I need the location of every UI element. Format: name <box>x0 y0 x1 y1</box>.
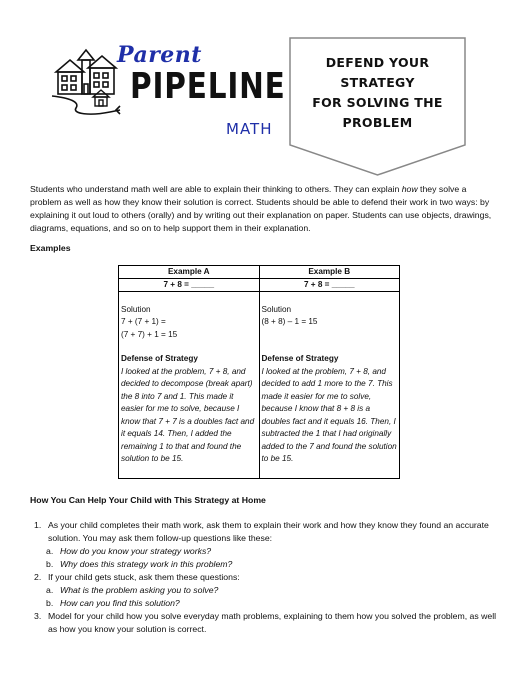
example-a-body <box>119 291 260 478</box>
sub-letter: a. <box>46 585 54 595</box>
example-b-title: Example B <box>259 266 400 279</box>
title-line: DEFEND YOUR STRATEGY <box>325 55 430 90</box>
logo-math-text: MATH <box>226 120 273 138</box>
sub-text: How can you find this solution? <box>60 598 180 608</box>
sub-letter: b. <box>46 598 54 608</box>
title-line: FOR SOLVING THE <box>312 95 443 110</box>
examples-table <box>118 265 400 479</box>
spacer <box>262 329 398 342</box>
item-number: 3. <box>34 611 42 621</box>
intro-emphasis: how <box>401 184 418 194</box>
table-header-row <box>119 266 400 279</box>
solution-line: 7 + (7 + 1) = <box>121 317 166 327</box>
sub-item <box>30 597 500 610</box>
item-text: As your child completes their math work, ask them to explain their work and how they know they found an accurate solution. You may ask them follow-up questions like these: <box>48 520 489 543</box>
solution-label: Solution <box>121 304 151 314</box>
solution-line: (7 + 7) + 1 = 15 <box>121 329 178 339</box>
sub-letter: b. <box>46 559 54 569</box>
item-number: 1. <box>34 520 42 530</box>
example-b-problem: 7 + 8 = _____ <box>259 278 400 291</box>
defense-title: Defense of Strategy <box>121 354 198 364</box>
table-problem-row <box>119 278 400 291</box>
intro-text-1: Students who understand math well are able to explain their thinking to others. They can explain <box>30 184 402 194</box>
examples-heading: Examples <box>30 243 71 253</box>
item-text: If your child gets stuck, ask them these questions: <box>48 572 240 582</box>
logo-parent-text: Parent <box>117 42 202 68</box>
sub-text: What is the problem asking you to solve? <box>60 585 219 595</box>
list-item <box>30 519 500 545</box>
example-a-problem: 7 + 8 = _____ <box>119 278 260 291</box>
solution-label: Solution <box>261 304 292 314</box>
defense-title: Defense of Strategy <box>261 354 339 364</box>
sub-item <box>30 545 500 558</box>
table-body-row <box>119 291 400 478</box>
list-item <box>30 571 500 584</box>
sub-item <box>30 584 500 597</box>
small-house-icon <box>90 86 112 108</box>
item-number: 2. <box>34 572 42 582</box>
help-list <box>30 519 500 636</box>
sub-text: Why does this strategy work in this problem? <box>60 559 233 569</box>
title-line: PROBLEM <box>342 115 413 130</box>
defense-text: I looked at the problem, 7 + 8, and decided to add 1 more to the 7. This made it easier for me to solve, because I know that 8 + 8 is a doubles fact and it equals 16. Then, I subtracted the 1 that I had originally added to the 7 and found the solution to be 15. <box>261 366 397 464</box>
intro-text-2: they solve a problem as well as how they know their solution is correct. Students should be able to defend their work in two ways: by explaining it out loud to others (orally) and by writing out their explanation on paper. Students can use objects, drawings, diagrams, equations, and so on to help support them in their explanation. <box>30 184 492 233</box>
parent-pipeline-logo <box>50 38 290 148</box>
sub-letter: a. <box>46 546 54 556</box>
school-house-icon <box>50 46 122 120</box>
sub-item <box>30 558 500 571</box>
defense-text: I looked at the problem, 7 + 8, and decided to decompose (break apart) the 8 into 7 and 1. This made it easier for me to solve, because I know that 7 + 7 is a doubles fact and it equals 14. Then, I added the remaining 1 to that and found the solution to be 15. <box>121 366 255 464</box>
intro-paragraph <box>30 183 492 235</box>
example-b-body <box>259 291 400 478</box>
example-a-title: Example A <box>119 266 260 279</box>
sub-text: How do you know your strategy works? <box>60 546 212 556</box>
item-text: Model for your child how you solve everyday math problems, explaining to them how you solved the problem, as well as how you know your solution is correct. <box>48 611 497 634</box>
help-heading: How You Can Help Your Child with This Strategy at Home <box>30 495 266 505</box>
solution-line: (8 + 8) – 1 = 15 <box>261 317 318 327</box>
title-banner <box>289 37 466 177</box>
list-item <box>30 610 500 636</box>
logo-pipeline-text: PIPELINE <box>130 66 286 107</box>
page-title <box>289 53 466 133</box>
